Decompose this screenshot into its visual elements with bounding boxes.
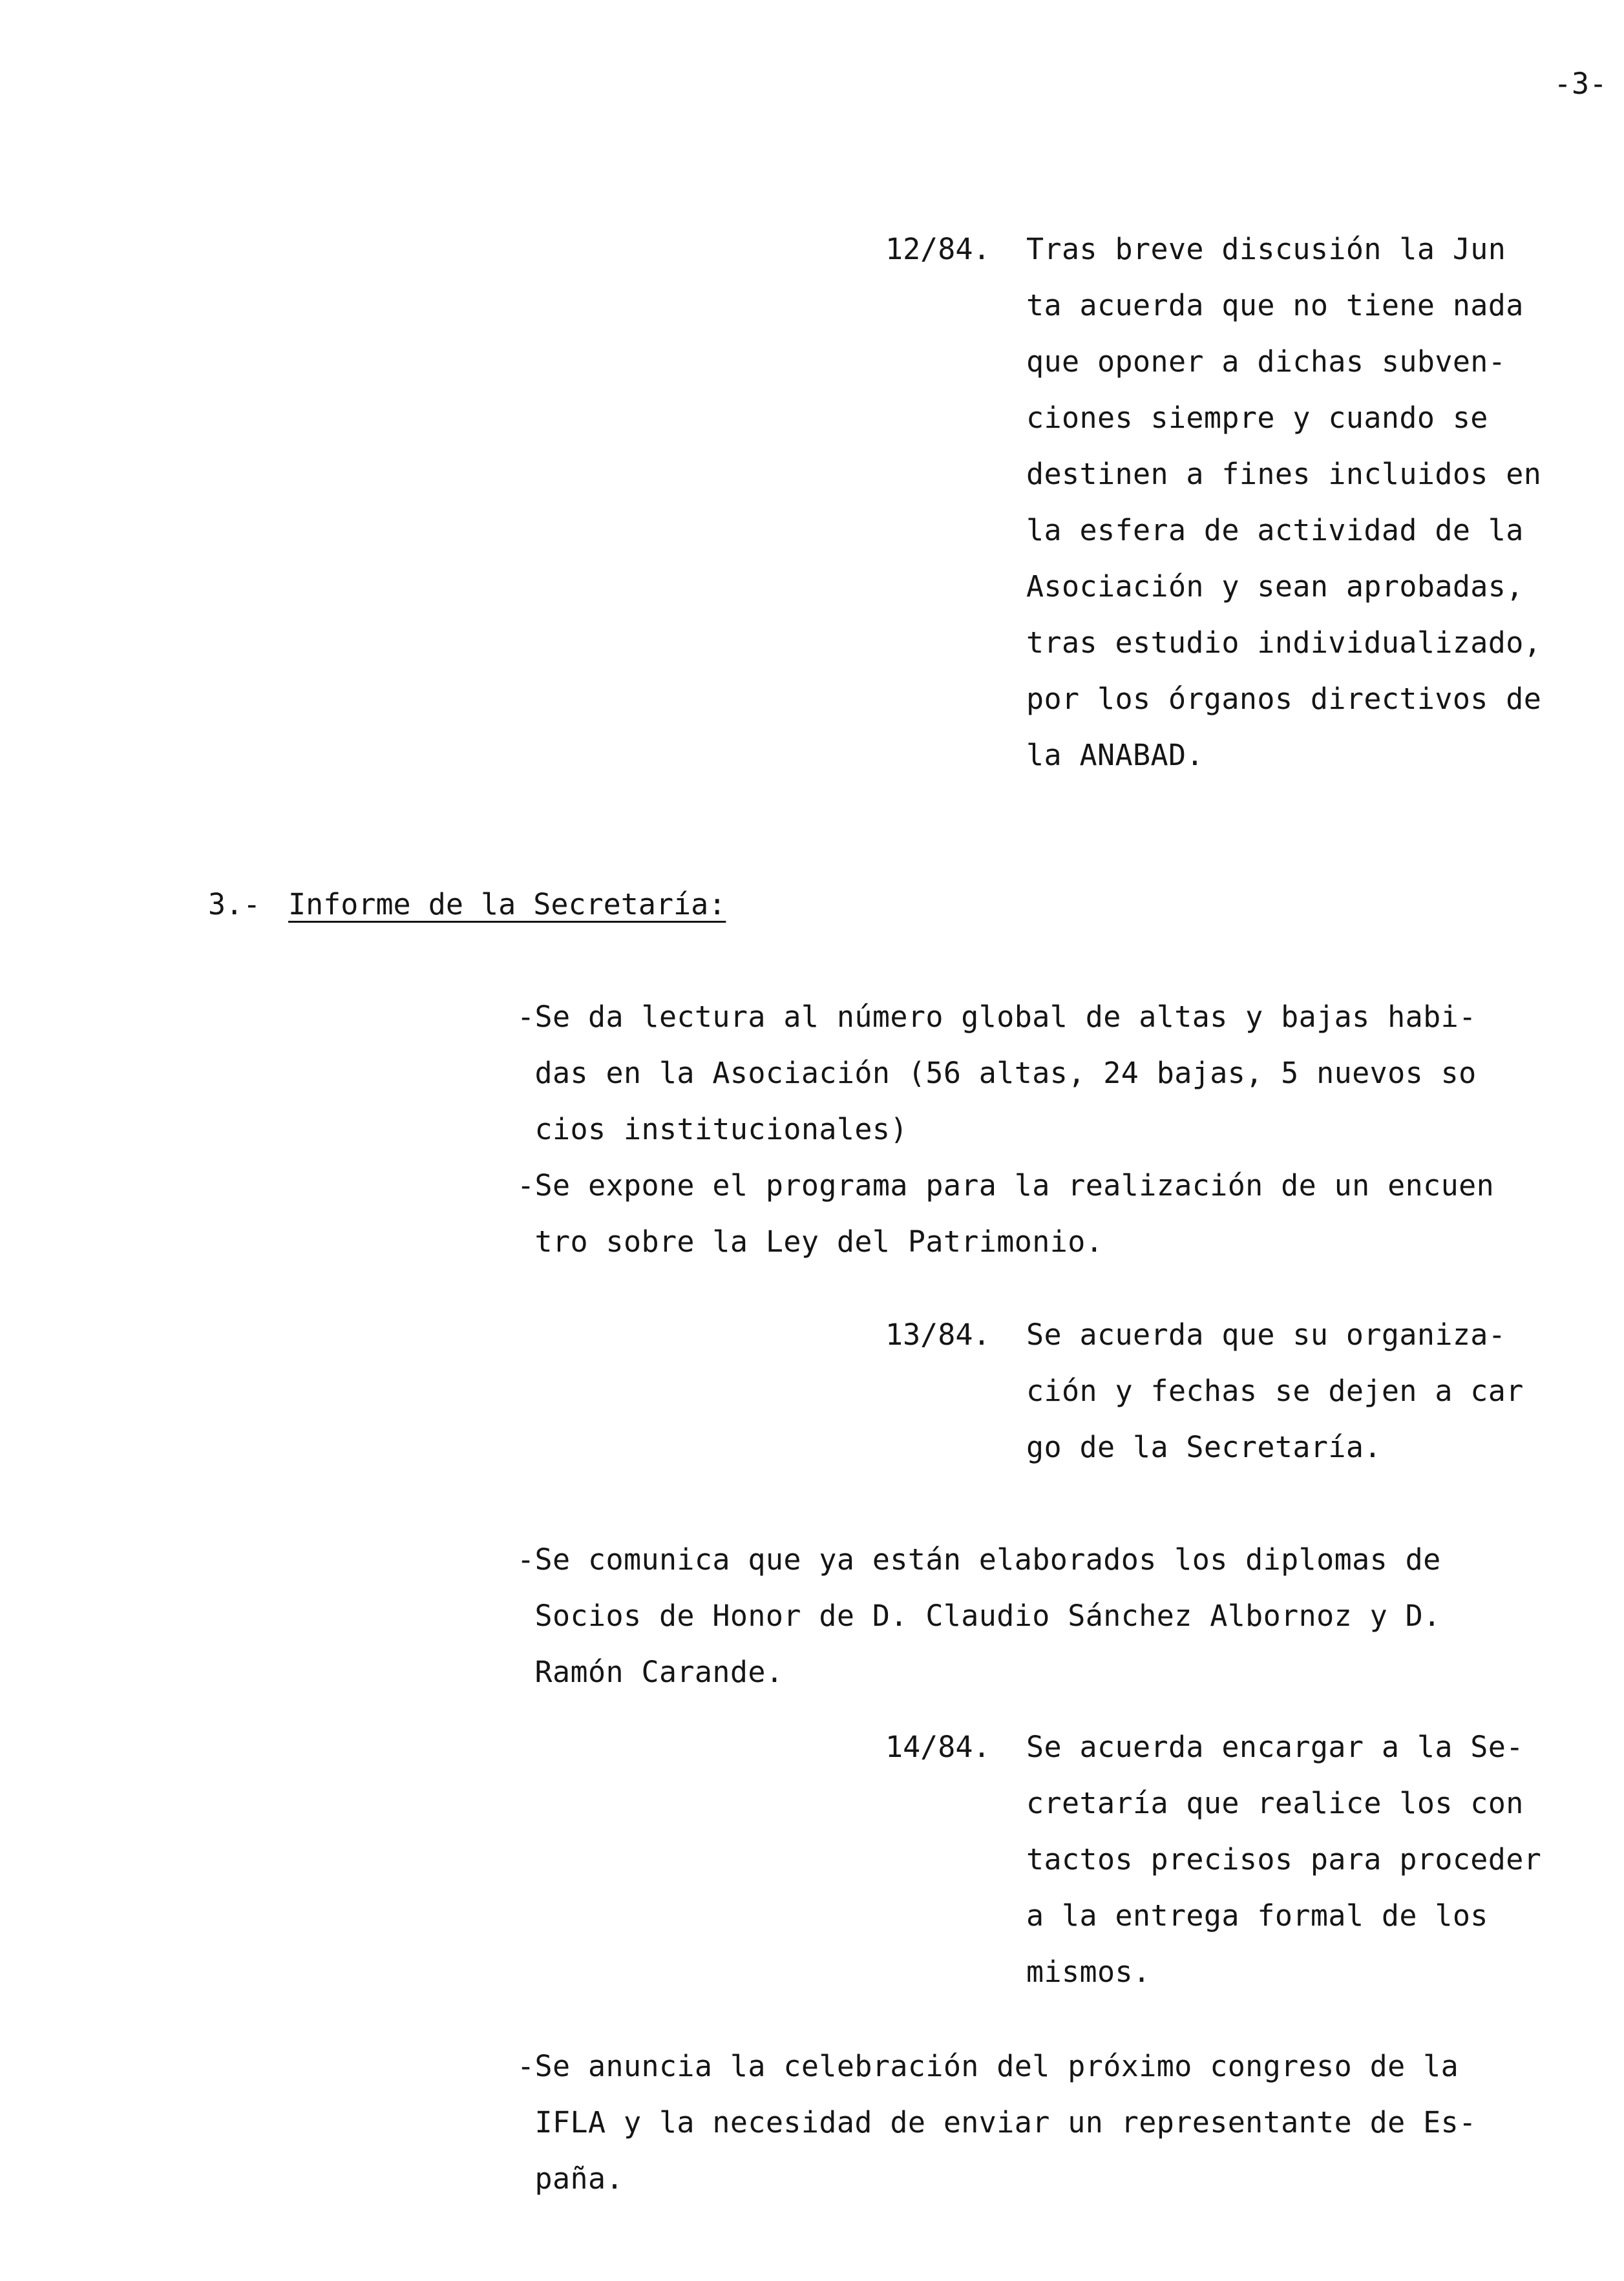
resolution-line: Tras breve discusión la Jun bbox=[1026, 232, 1506, 266]
item-line: -Se anuncia la celebración del próximo congreso de la bbox=[517, 2049, 1459, 2083]
resolution-line: la esfera de actividad de la bbox=[1026, 513, 1524, 547]
resolution-number: 12/84. bbox=[885, 232, 991, 266]
resolution-line: por los órganos directivos de bbox=[1026, 682, 1542, 716]
item-line: Socios de Honor de D. Claudio Sánchez Albornoz y D. bbox=[517, 1599, 1441, 1633]
resolution-number: 14/84. bbox=[885, 1730, 991, 1764]
resolution-line: Se acuerda que su organiza- bbox=[1026, 1318, 1506, 1352]
resolution-line: ciones siempre y cuando se bbox=[1026, 401, 1488, 435]
item-line: tro sobre la Ley del Patrimonio. bbox=[517, 1225, 1104, 1259]
resolution-line: ta acuerda que no tiene nada bbox=[1026, 288, 1524, 322]
resolution-line: Se acuerda encargar a la Se- bbox=[1026, 1730, 1524, 1764]
resolution-line: la ANABAD. bbox=[1026, 738, 1204, 772]
item-line: das en la Asociación (56 altas, 24 bajas, 5 nuevos so bbox=[517, 1056, 1477, 1090]
resolution-line: tras estudio individualizado, bbox=[1026, 625, 1542, 660]
resolution-line: cretaría que realice los con bbox=[1026, 1786, 1524, 1820]
section-title: Informe de la Secretaría: bbox=[288, 887, 726, 921]
resolution-line: Asociación y sean aprobadas, bbox=[1026, 569, 1524, 604]
item-line: paña. bbox=[517, 2161, 624, 2196]
resolution-line: mismos. bbox=[1026, 1955, 1151, 1989]
item-line: -Se expone el programa para la realización de un encuen bbox=[517, 1168, 1495, 1203]
item-line: Ramón Carande. bbox=[517, 1655, 784, 1689]
resolution-line: tactos precisos para proceder bbox=[1026, 1842, 1542, 1876]
resolution-line: ción y fechas se dejen a car bbox=[1026, 1374, 1524, 1408]
item-line: -Se comunica que ya están elaborados los diplomas de bbox=[517, 1542, 1441, 1577]
item-line: cios institucionales) bbox=[517, 1112, 908, 1146]
resolution-line: go de la Secretaría. bbox=[1026, 1430, 1382, 1464]
resolution-line: que oponer a dichas subven- bbox=[1026, 344, 1506, 379]
resolution-line: a la entrega formal de los bbox=[1026, 1898, 1488, 1933]
resolution-line: destinen a fines incluidos en bbox=[1026, 457, 1542, 491]
page-number: -3- bbox=[1554, 67, 1607, 101]
section-number: 3.- bbox=[208, 887, 261, 921]
resolution-number: 13/84. bbox=[885, 1318, 991, 1352]
item-line: IFLA y la necesidad de enviar un representante de Es- bbox=[517, 2105, 1477, 2139]
item-line: -Se da lectura al número global de altas y bajas habi- bbox=[517, 1000, 1477, 1034]
